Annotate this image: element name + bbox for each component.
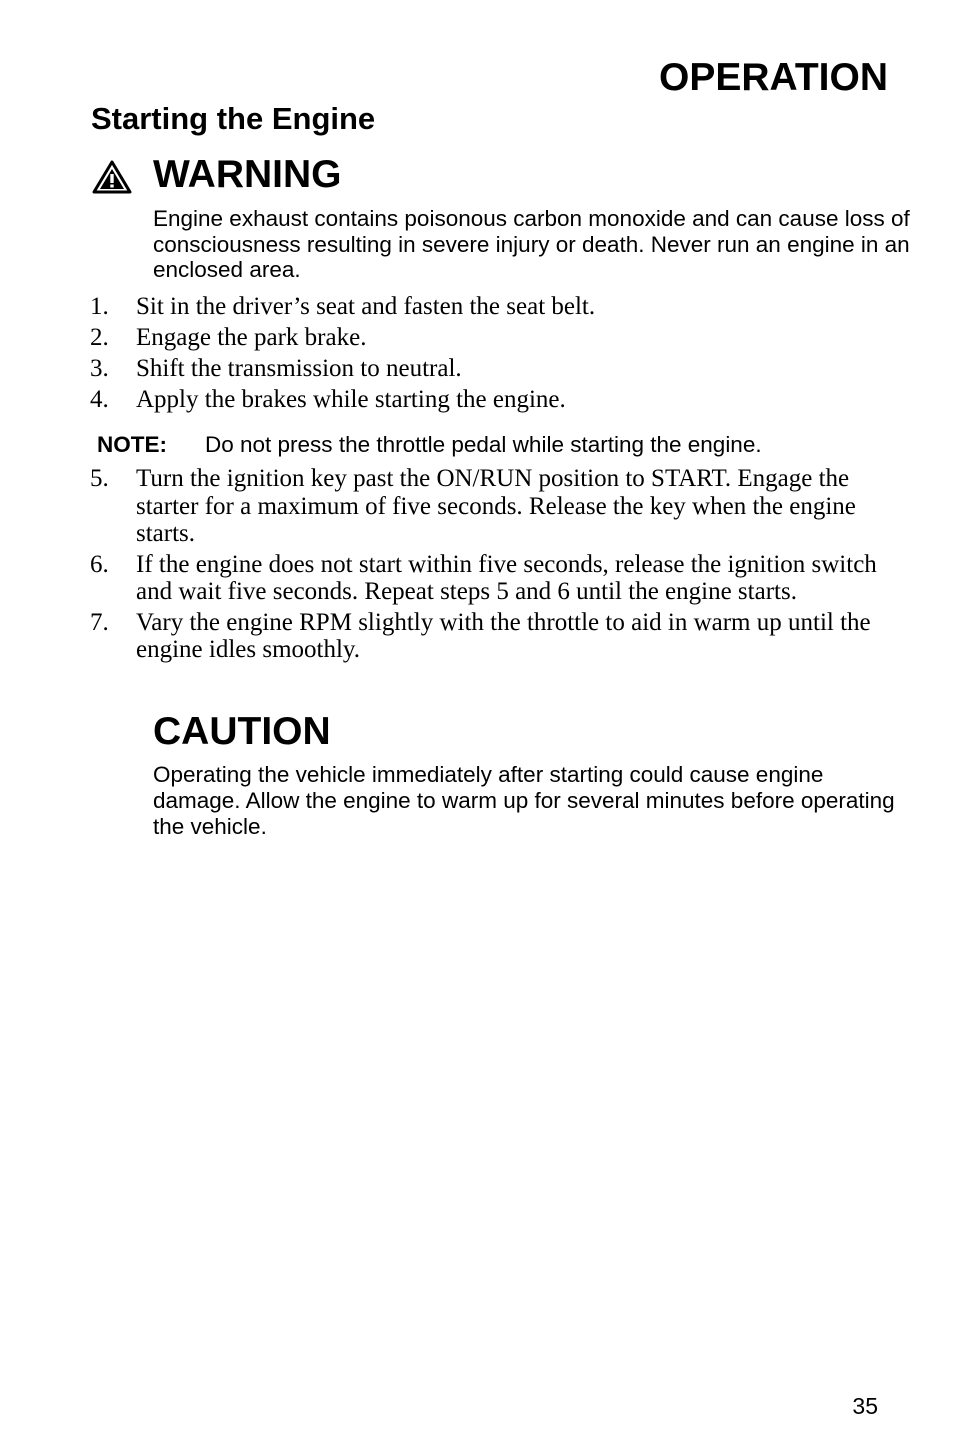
list-item	[90, 465, 895, 548]
step-text: Turn the ignition key past the ON/RUN position to START. Engage the starter for a maximum of five seconds. Release the key when the engine starts.	[136, 465, 856, 547]
step-number: 4.	[90, 386, 109, 413]
chapter-title: OPERATION	[659, 56, 888, 99]
note-text: Do not press the throttle pedal while starting the engine.	[205, 432, 762, 457]
section-title: Starting the Engine	[91, 101, 376, 136]
step-number: 7.	[90, 608, 109, 636]
warning-triangle-icon	[92, 160, 132, 194]
step-text: Engage the park brake.	[136, 324, 367, 351]
step-number: 6.	[90, 550, 109, 578]
list-item	[90, 355, 895, 383]
caution-heading: CAUTION	[153, 710, 331, 753]
step-text: Apply the brakes while starting the engine.	[136, 386, 566, 413]
steps-list-part1	[90, 293, 895, 417]
step-text: Sit in the driver’s seat and fasten the seat belt.	[136, 293, 596, 320]
step-number: 1.	[90, 293, 109, 320]
warning-heading: WARNING	[153, 153, 342, 196]
list-item	[90, 324, 895, 352]
list-item	[90, 551, 895, 606]
step-number: 5.	[90, 465, 109, 492]
step-text: If the engine does not start within five seconds, release the ignition switch and wait five seconds. Repeat steps 5 and 6 until the engine starts.	[136, 550, 877, 605]
list-item	[90, 386, 895, 414]
step-number: 3.	[90, 355, 109, 382]
list-item	[90, 293, 895, 321]
step-number: 2.	[90, 324, 109, 351]
list-item	[90, 609, 895, 664]
step-text: Vary the engine RPM slightly with the throttle to aid in warm up until the engine idles smoothly.	[136, 608, 871, 663]
page-number: 35	[852, 1393, 878, 1419]
caution-text: Operating the vehicle immediately after starting could cause engine damage. Allow the engine to warm up for several minutes before operating the vehicle.	[153, 762, 895, 839]
step-text: Shift the transmission to neutral.	[136, 355, 462, 382]
warning-text: Engine exhaust contains poisonous carbon monoxide and can cause loss of consciousness resulting in severe injury or death. Never run an engine in an enclosed area.	[153, 206, 910, 282]
note-label: NOTE:	[97, 432, 167, 457]
steps-list-part2	[90, 465, 895, 667]
note	[97, 431, 762, 459]
